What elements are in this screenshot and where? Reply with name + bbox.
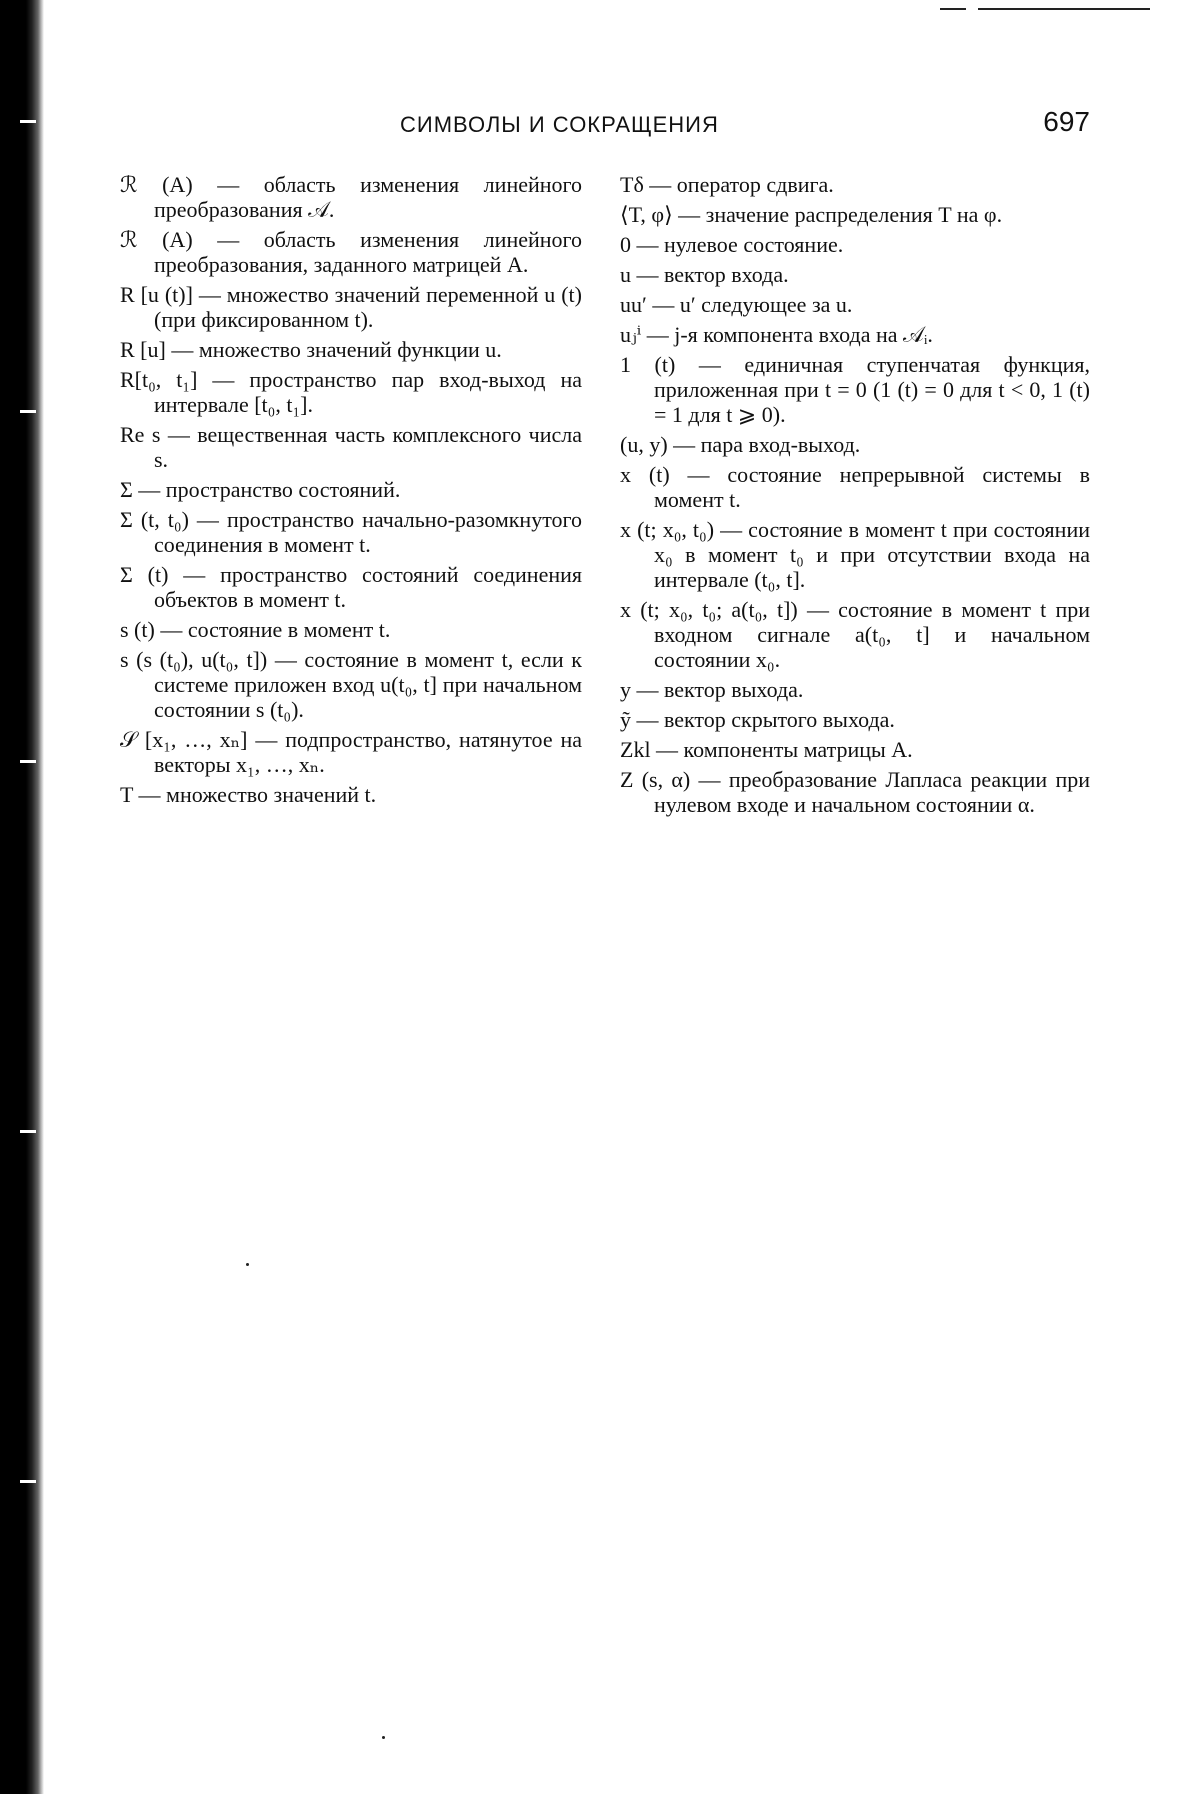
entry: u — вектор входа. (620, 262, 789, 287)
entry: uu′ — u′ следующее за u. (620, 292, 853, 317)
entry: Z (s, α) — преобразование Лапласа реакции при нулевом входе и начальном состоянии α. (620, 767, 1090, 817)
entry: Σ (t) — пространство состояний соединения объектов в момент t. (120, 562, 582, 612)
entry: T — множество значений t. (120, 782, 377, 807)
entry: 𝒮 [x₁, …, xₙ] — подпространство, натянутое на векторы x₁, …, xₙ. (120, 727, 582, 777)
entry: 0 — нулевое состояние. (620, 232, 844, 257)
entry: R [u] — множество значений функции u. (120, 337, 502, 362)
entry: (u, y) — пара вход-выход. (620, 432, 861, 457)
entry: ℛ (A) — область изменения линейного преобразования, заданного матрицей A. (120, 227, 582, 277)
book-spine-shadow (0, 0, 44, 1794)
right-column (620, 172, 1090, 822)
page-number: 697 (1043, 106, 1090, 137)
entry: y — вектор выхода. (620, 677, 804, 702)
entry: x (t; x₀, t₀; a(t₀, t]) — состояние в момент t при входном сигнале a(t₀, t] и начальном состоянии x₀. (620, 597, 1090, 672)
entry: uⱼⁱ — j-я компонента входа на 𝒜ᵢ. (620, 322, 933, 347)
entry: Tδ — оператор сдвига. (620, 172, 834, 197)
entry: x (t; x₀, t₀) — состояние в момент t при состоянии x₀ в момент t₀ и при отсутствии входа на интервале (t₀, t]. (620, 517, 1090, 592)
entry: ⟨T, φ⟩ — значение распределения T на φ. (620, 202, 1003, 227)
scan-speck (382, 1736, 385, 1739)
top-rule-short (940, 8, 966, 10)
entry: R [u (t)] — множество значений переменной u (t) (при фиксированном t). (120, 282, 582, 332)
entry: ỹ — вектор скрытого выхода. (620, 707, 895, 732)
entry: R[t₀, t₁] — пространство пар вход-выход на интервале [t₀, t₁]. (120, 367, 582, 417)
page-header (130, 104, 1090, 144)
entry: ℛ (A) — область изменения линейного преобразования 𝒜. (120, 172, 582, 222)
entry: Σ (t, t₀) — пространство начально-разомкнутого соединения в момент t. (120, 507, 582, 557)
entry: 1 (t) — единичная ступенчатая функция, приложенная при t = 0 (1 (t) = 0 для t < 0, 1 (t) = 1 для t ⩾ 0). (620, 352, 1090, 427)
left-column (120, 172, 582, 812)
entry: Re s — вещественная часть комплексного числа s. (120, 422, 582, 472)
entry: Σ — пространство состояний. (120, 477, 401, 502)
entry: s (s (t₀), u(t₀, t]) — состояние в момент t, если к системе приложен вход u(t₀, t] при начальном состоянии s (t₀). (120, 647, 582, 722)
scan-speck (246, 1263, 249, 1266)
top-rule-long (978, 8, 1150, 10)
entry: x (t) — состояние непрерывной системы в момент t. (620, 462, 1090, 512)
running-title: СИМВОЛЫ И СОКРАЩЕНИЯ (400, 112, 719, 137)
entry: Zkl — компоненты матрицы A. (620, 737, 913, 762)
entry: s (t) — состояние в момент t. (120, 617, 391, 642)
